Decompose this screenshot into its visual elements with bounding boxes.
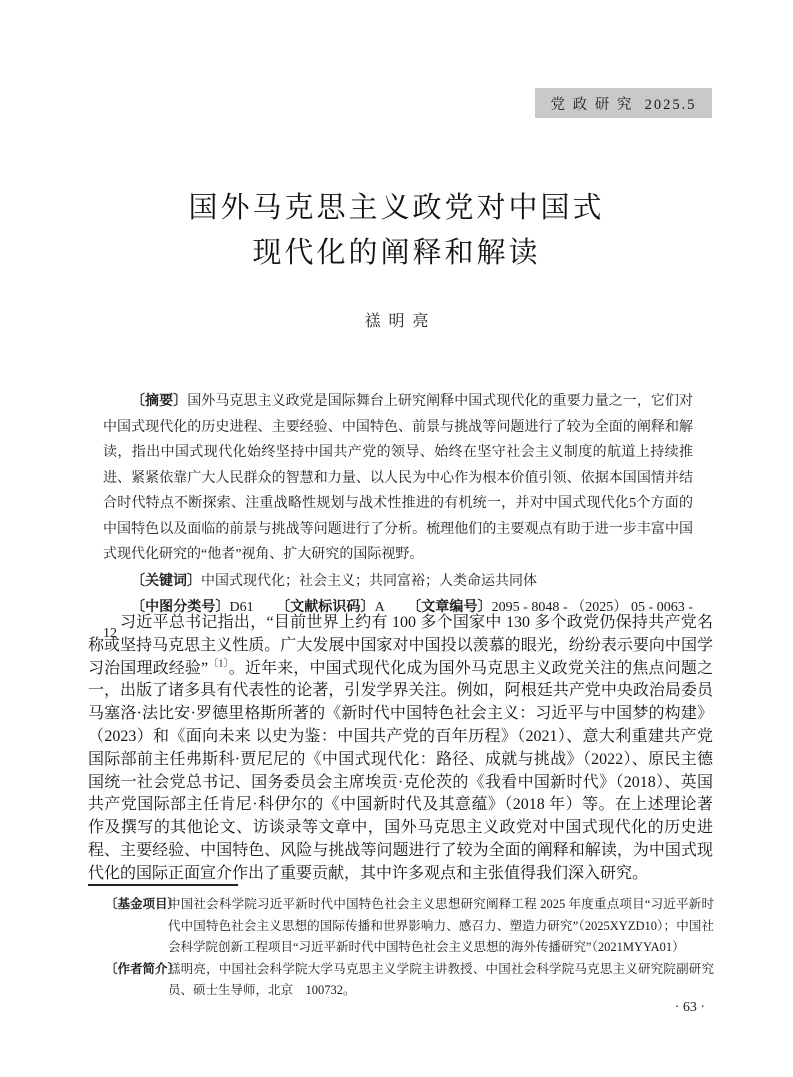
doc-code-value: A [374,600,385,615]
author-bio-label: 〔作者简介〕 [105,961,181,976]
footnotes-block [88,894,714,1002]
article-title-line2: 现代化的阐释和解读 [252,237,541,269]
abstract-label: 〔摘要〕 [131,392,188,408]
keywords-line [103,568,693,595]
keywords-text: 中国式现代化；社会主义；共同富裕；人类命运共同体 [201,573,537,589]
body-text-after-ref: 。近年来，中国式现代化成为国外马克思主义政党关注的焦点问题之一，出版了诸多具有代表性的论著，引发学界关注。例如，阿根廷共产党中央政治局委员马塞洛·法比安·罗德里格斯所著的《新时代中国特色社会主义：习近平与中国梦的构建》（2023）和《面向未来 以史为鉴：中国共产党的百年历程》（2021）、意大利重建共产党国际部前主任弗斯科·贾尼尼的《中国式现代化：路径、成就与挑战》（2022）、原民主德国统一社会党总书记、国务委员会主席埃贡·克伦茨的《我看中国新时代》（2018）、英国共产党国际部主任肯尼·科伊尔的《中国新时代及其意蕴》（2018 年）等。在上述理论著作及撰写的其他论文、访谈录等文章中，国外马克思主义政党对中国式现代化的历史进程、主要经验、中国特色、风险与挑战等问题进行了较为全面的阐释和解读，为中国式现代化的国际正面宣介作出了重要贡献，其中许多观点和主张值得我们深入研究。 [88,659,713,882]
page-number: · 63 · [674,1000,705,1015]
keywords-label: 〔关键词〕 [131,571,201,588]
article-no-value: 2095 - 8048 - （2025） 05 - 0063 - 12 [103,600,694,641]
article-no-label: 〔文章编号〕 [407,598,492,614]
clc-label: 〔中图分类号〕 [131,598,230,614]
fund-project-label: 〔基金项目〕 [105,897,181,911]
clc-value: D61 [229,600,254,615]
article-title-line1: 国外马克思主义政党对中国式 [188,192,605,224]
footnote-separator-line [88,884,238,886]
abstract-paragraph [103,388,693,568]
fund-project-text: 中国社会科学院习近平新时代中国特色社会主义思想研究阐释工程 2025 年度重点项目“习近平新时代中国特色社会主义思想的国际传播和世界影响力、感召力、塑造力研究”（2025XYZD10）；中国社会科学院创新工程项目“习近平新时代中国特色社会主义思想的海外传播研究”（2021MYYA01） [168,897,714,954]
author-name: 禚明亮 [364,313,437,330]
author-bio-text: 禚明亮，中国社会科学院大学马克思主义学院主讲教授、中国社会科学院马克思主义研究院副研究员、硕士生导师，北京 100732。 [168,961,714,997]
body-paragraph [88,612,713,886]
body-text-before-ref: 习近平总书记指出，“目前世界上约有 100 多个国家中 130 多个政党仍保持共产党名称或坚持马克思主义性质。广大发展中国家对中国投以羡慕的眼光，纷纷表示要向中国学习治国理政经验” [88,614,713,677]
journal-header-badge: 党 政 研 究 2025.5 [535,88,712,118]
author-bio-note [88,959,714,1002]
article-title [0,186,793,276]
footnote-reference-1: 〔1〕 [208,658,229,670]
doc-code-label: 〔文献标识码〕 [276,598,375,614]
abstract-text: 国外马克思主义政党是国际舞台上研究阐释中国式现代化的重要力量之一，它们对中国式现代化的历史进程、主要经验、中国特色、前景与挑战等问题进行了较为全面的阐释和解读，指出中国式现代化始终坚持中国共产党的领导、始终在坚守社会主义制度的航道上持续推进、紧紧依靠广大人民群众的智慧和力量、以人民为中心作为根本价值引领、依据本国国情并结合时代特点不断探索、注重战略性规划与战术性推进的有机统一，并对中国式现代化5个方面的中国特色以及面临的前景与挑战等问题进行了分析。梳理他们的主要观点有助于进一步丰富中国式现代化研究的“他者”视角、扩大研究的国际视野。 [103,394,694,562]
abstract-block [103,388,693,646]
body-text [88,612,713,886]
fund-project-note [88,894,714,959]
